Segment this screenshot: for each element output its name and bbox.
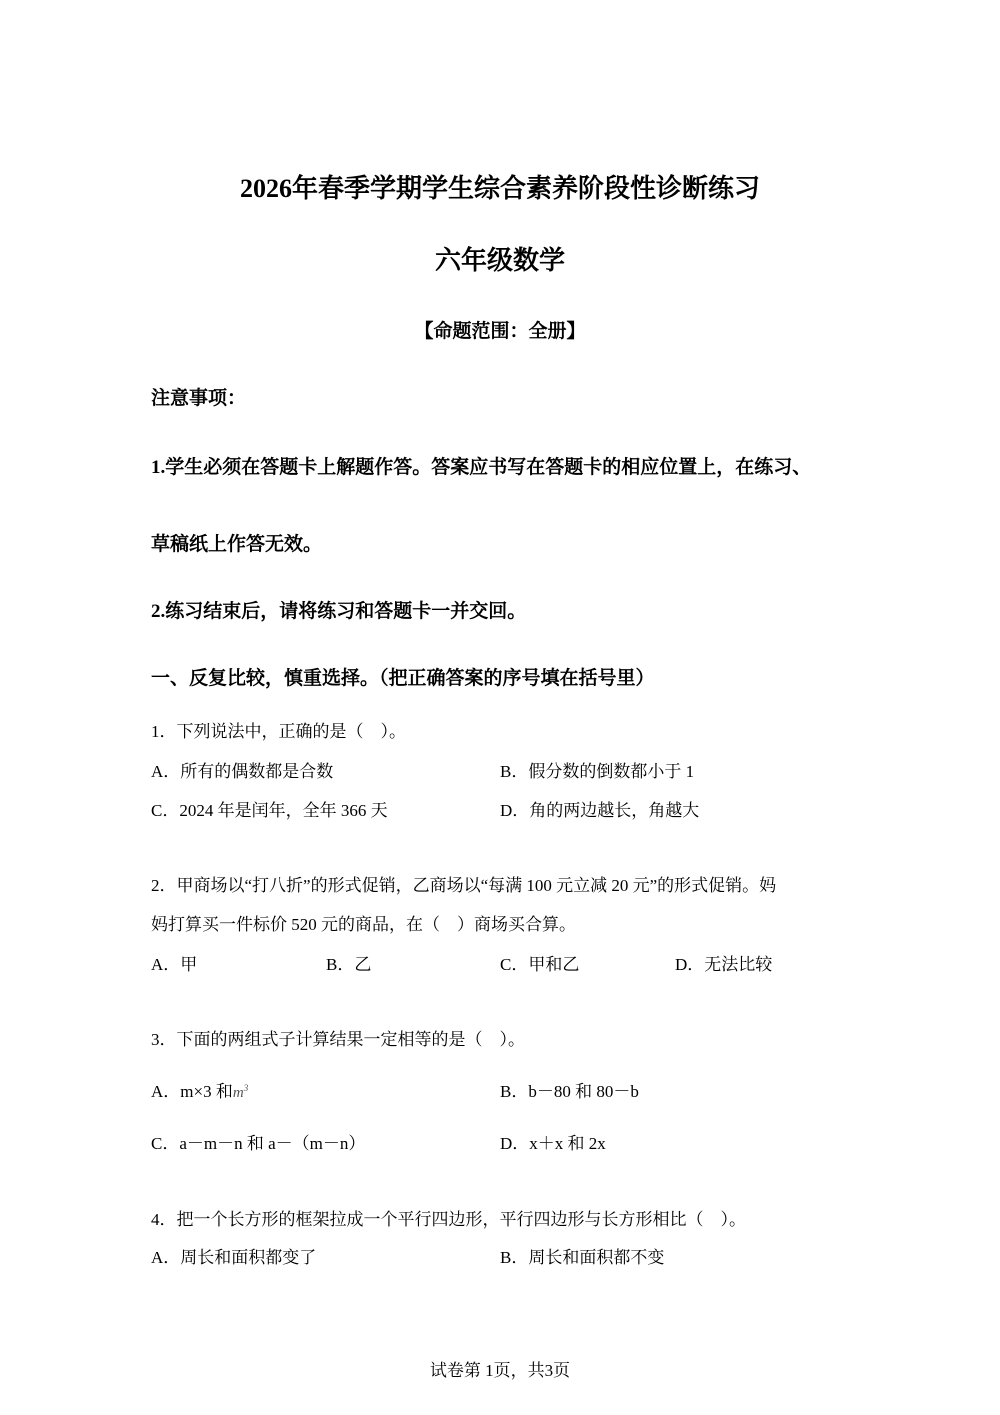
- question-1-option-c: C．2024 年是闰年，全年 366 天: [151, 801, 388, 820]
- question-4-option-a: A．周长和面积都变了: [151, 1248, 317, 1267]
- question-3-option-d: D．x＋x 和 2x: [500, 1134, 606, 1153]
- question-3-stem: 3．下面的两组式子计算结果一定相等的是（ ）。: [151, 1030, 525, 1049]
- question-2-stem-line-2: 妈打算买一件标价 520 元的商品，在（ ）商场买合算。: [151, 915, 576, 934]
- scope-label: 【命题范围：全册】: [414, 321, 586, 342]
- notice-heading: 注意事项：: [151, 388, 247, 409]
- question-1-option-d: D．角的两边越长，角越大: [500, 801, 700, 820]
- question-4-option-b: B．周长和面积都不变: [500, 1248, 665, 1267]
- page-subtitle: 六年级数学: [434, 246, 565, 275]
- question-4-stem: 4．把一个长方形的框架拉成一个平行四边形，平行四边形与长方形相比（ ）。: [151, 1210, 746, 1229]
- question-2-option-c: C．甲和乙: [500, 955, 580, 974]
- question-2-option-b: B．乙: [326, 955, 372, 974]
- math-expression: $m^3$: [232, 1083, 249, 1101]
- question-3-option-a-text: A．m×3 和: [151, 1082, 233, 1101]
- notice-item-1-line-2: 草稿纸上作答无效。: [151, 534, 323, 555]
- notice-item-1-line-1: 1.学生必须在答题卡上解题作答。答案应书写在答题卡的相应位置上，在练习、: [151, 457, 812, 478]
- question-3-option-c: C．a－m－n 和 a－（m－n）: [151, 1134, 366, 1153]
- question-1-option-a: A．所有的偶数都是合数: [151, 762, 334, 781]
- question-1-stem: 1．下列说法中，正确的是（ ）。: [151, 722, 406, 741]
- question-2-option-a: A．甲: [151, 955, 198, 974]
- question-3-option-a: [151, 1077, 248, 1102]
- question-2-option-d: D．无法比较: [675, 955, 773, 974]
- question-2-stem-line-1: 2．甲商场以“打八折”的形式促销，乙商场以“每满 100 元立减 20 元”的形式促销。妈: [151, 876, 777, 895]
- question-1-option-b: B．假分数的倒数都小于 1: [500, 762, 695, 781]
- page-title: 2026年春季学期学生综合素养阶段性诊断练习: [239, 174, 760, 203]
- notice-item-2: 2.练习结束后，请将练习和答题卡一并交回。: [151, 601, 527, 622]
- section-heading: 一、反复比较，慎重选择。（把正确答案的序号填在括号里）: [151, 668, 655, 689]
- question-3-option-b: B．b－80 和 80－b: [500, 1082, 639, 1101]
- page-number-footer: 试卷第 1页，共3页: [429, 1361, 571, 1380]
